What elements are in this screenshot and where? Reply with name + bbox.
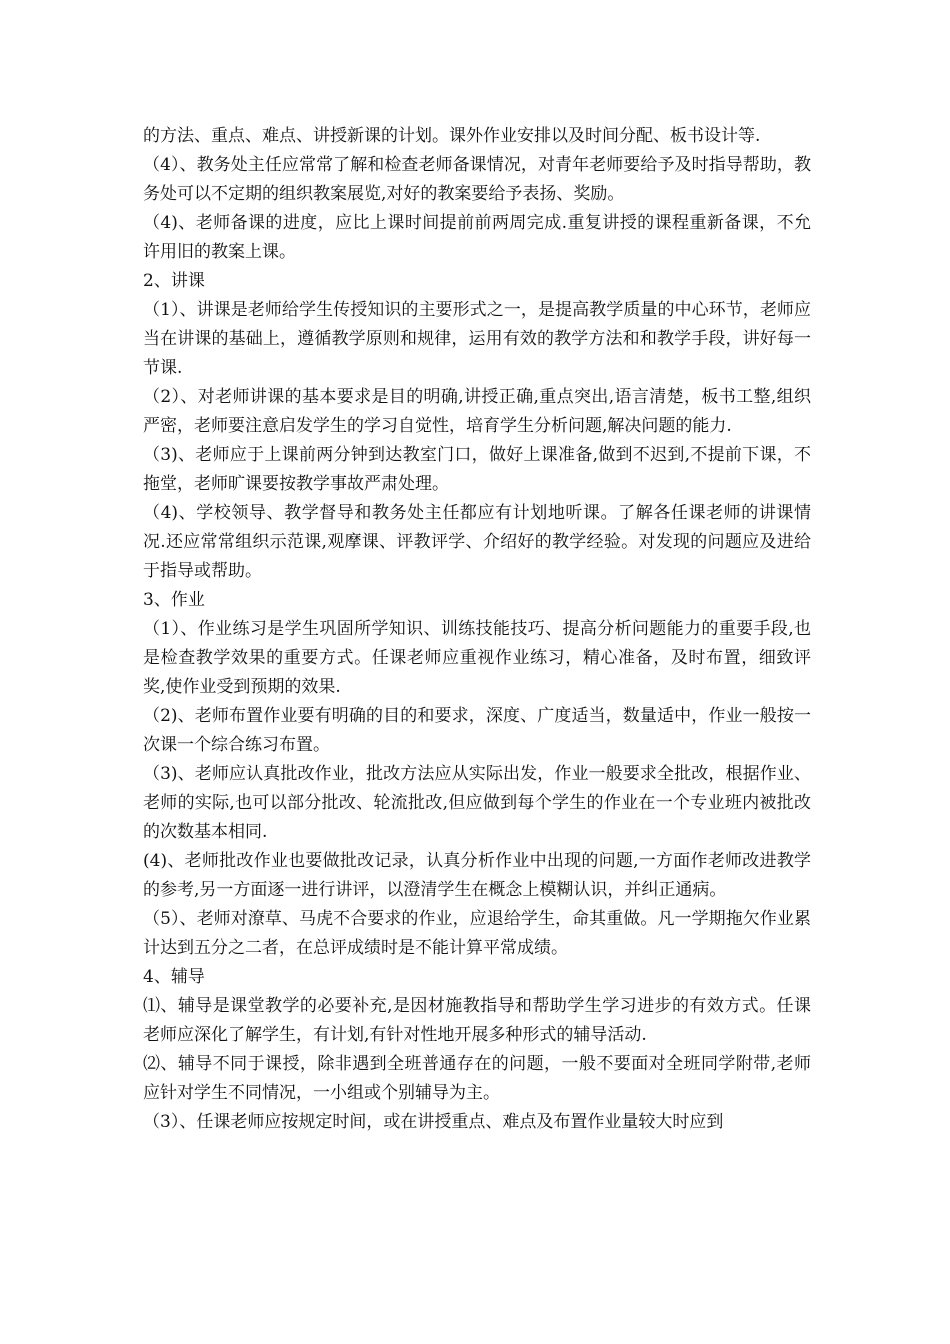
paragraph-lecturing-4: （4)、学校领导、教学督导和教务处主任都应有计划地听课。了解各任课老师的讲课情况.还应常常组织示范课,观摩课、评教评学、介绍好的教学经验。对发现的问题应及进给于指导或帮助。 <box>143 503 811 581</box>
paragraph-homework-1: （1）、作业练习是学生巩固所学知识、训练技能技巧、提高分析问题能力的重要手段,也是检查教学效果的重要方式。任课老师应重视作业练习，精心准备，及时布置，细致评奖,使作业受到预期的效果. <box>143 619 811 697</box>
document-body <box>143 122 811 1137</box>
paragraph-tutoring-3: （3）、任课老师应按规定时间，或在讲授重点、难点及布置作业量较大时应到 <box>143 1112 724 1132</box>
section-heading-lecturing: 2、讲课 <box>143 271 205 291</box>
paragraph-homework-5: （5）、老师对潦草、马虎不合要求的作业，应退给学生，命其重做。凡一学期拖欠作业累计达到五分之二者，在总评成绩时是不能计算平常成绩。 <box>143 909 811 958</box>
paragraph-homework-3: （3)、老师应认真批改作业，批改方法应从实际出发，作业一般要求全批改，根据作业、老师的实际,也可以部分批改、轮流批改,但应做到每个学生的作业在一个专业班内被批改的次数基本相同. <box>143 764 811 842</box>
paragraph-homework-2: （2)、老师布置作业要有明确的目的和要求，深度、广度适当，数量适中，作业一般按一次课一个综合练习布置。 <box>143 706 811 755</box>
section-heading-homework: 3、作业 <box>143 590 205 610</box>
paragraph-homework-4: (4)、老师批改作业也要做批改记录，认真分析作业中出现的问题,一方面作老师改进教学的参考,另一方面逐一进行讲评，以澄清学生在概念上模糊认识，并纠正通病。 <box>143 851 811 900</box>
paragraph-lecturing-1: （1）、讲课是老师给学生传授知识的主要形式之一，是提高教学质量的中心环节，老师应当在讲课的基础上，遵循教学原则和规律，运用有效的教学方法和和教学手段，讲好每一节课. <box>143 300 811 378</box>
paragraph-methods-plan: 的方法、重点、难点、讲授新课的计划。课外作业安排以及时间分配、板书设计等. <box>143 126 761 146</box>
paragraph-tutoring-2: ⑵、辅导不同于课授，除非遇到全班普通存在的问题，一般不要面对全班同学附带,老师应针对学生不同情况，一小组或个别辅导为主。 <box>143 1054 811 1103</box>
paragraph-lesson-prep-schedule: （4)、老师备课的进度，应比上课时间提前前两周完成.重复讲授的课程重新备课，不允许用旧的教案上课。 <box>143 213 811 262</box>
paragraph-lecturing-3: （3)、老师应于上课前两分钟到达教室门口，做好上课准备,做到不迟到,不提前下课，不拖堂，老师旷课要按教学事故严肃处理。 <box>143 445 811 494</box>
paragraph-tutoring-1: ⑴、辅导是课堂教学的必要补充,是因材施教指导和帮助学生学习进步的有效方式。任课老师应深化了解学生，有计划,有针对性地开展多种形式的辅导活动. <box>143 996 811 1045</box>
paragraph-lecturing-2: （2）、对老师讲课的基本要求是目的明确,讲授正确,重点突出,语言清楚，板书工整,组织严密，老师要注意启发学生的学习自觉性，培育学生分析问题,解决问题的能力. <box>143 387 811 436</box>
paragraph-lesson-prep-supervision: （4）、教务处主任应常常了解和检查老师备课情况，对青年老师要给予及时指导帮助，教务处可以不定期的组织教案展览,对好的教案要给予表扬、奖励。 <box>143 155 811 204</box>
section-heading-tutoring: 4、辅导 <box>143 967 205 987</box>
